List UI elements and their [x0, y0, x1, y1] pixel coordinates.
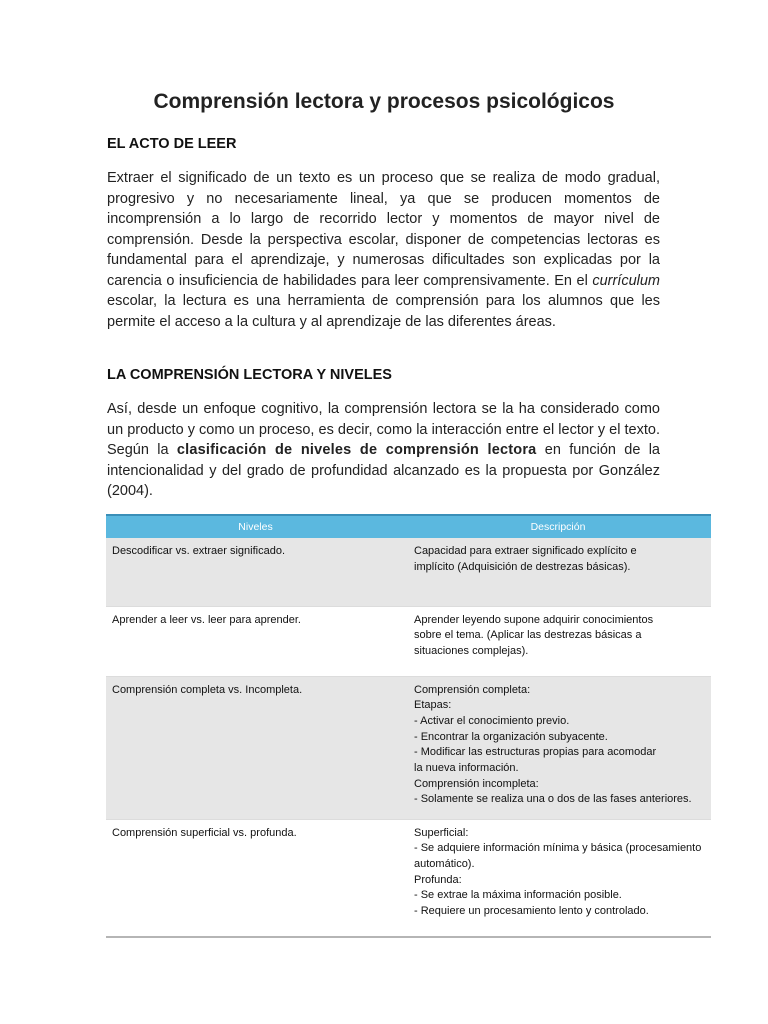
- descripcion-line: Profunda:: [414, 873, 462, 886]
- descripcion-line: sobre el tema. (Aplicar las destrezas básicas a: [414, 629, 642, 642]
- descripcion-cell: [405, 538, 711, 606]
- table-row: [106, 676, 711, 819]
- descripcion-line: automático).: [414, 857, 475, 870]
- nivel-cell: Descodificar vs. extraer significado.: [106, 538, 405, 606]
- table-row: [106, 819, 711, 937]
- paragraph-comprension-lectora: [107, 399, 660, 502]
- table-header-row: [106, 515, 711, 538]
- document-title: Comprensión lectora y procesos psicológicos: [153, 90, 615, 113]
- descripcion-cell: [405, 606, 711, 676]
- bold-term: clasificación de niveles de comprensión lectora: [176, 442, 537, 458]
- paragraph-text: escolar, la lectura es una herramienta de comprensión para los alumnos que les permite el acceso a la cultura y al aprendizaje de las diferentes áreas.: [107, 293, 660, 330]
- paragraph-acto-de-leer: [107, 168, 660, 332]
- paragraph-text: Así, desde un enfoque cognitivo, la comprensión lectora se la ha considerado como un producto y como un proceso, es decir, como la interacción entre el lector y el texto. Según la: [107, 401, 660, 458]
- descripcion-cell: [405, 819, 711, 937]
- descripcion-line: - Se extrae la máxima información posible.: [414, 889, 622, 902]
- nivel-cell: Aprender a leer vs. leer para aprender.: [106, 606, 405, 676]
- nivel-cell: Comprensión completa vs. Incompleta.: [106, 676, 405, 819]
- descripcion-line: - Activar el conocimiento previo.: [414, 714, 570, 727]
- paragraph-text: Extraer el significado de un texto es un proceso que se realiza de modo gradual, progresivo y no necesariamente lineal, ya que se producen momentos de incomprensión a lo largo de recorrido lector y momentos de mayor nivel de comprensión. Desde la perspectiva escolar, disponer de competencias lectoras es fundamental para el aprendizaje, y numerosas dificultades son explicadas por la carencia o insuficiencia de habilidades para leer comprensivamente. En el: [107, 170, 660, 289]
- descripcion-line: - Requiere un procesamiento lento y controlado.: [414, 905, 649, 918]
- descripcion-line: implícito (Adquisición de destrezas básicas).: [414, 560, 631, 573]
- descripcion-line: Capacidad para extraer significado explícito e: [414, 545, 637, 557]
- descripcion-line: - Se adquiere información mínima y básica (procesamiento: [414, 842, 702, 855]
- descripcion-line: Comprensión completa:: [414, 683, 531, 696]
- descripcion-line: - Solamente se realiza una o dos de las fases anteriores.: [414, 793, 692, 806]
- header-descripcion: Descripción: [405, 515, 711, 538]
- descripcion-line: Superficial:: [414, 826, 469, 839]
- descripcion-line: situaciones complejas).: [414, 644, 529, 657]
- section-heading-comprension-lectora: LA COMPRENSIÓN LECTORA Y NIVELES: [107, 367, 392, 383]
- paragraph-text: en función de la intencionalidad y del grado de profundidad alcanzado es la propuesta por González (2004).: [107, 442, 660, 499]
- descripcion-line: Aprender leyendo supone adquirir conocimientos: [414, 613, 654, 626]
- descripcion-cell: [405, 676, 711, 819]
- nivel-cell: Comprensión superficial vs. profunda.: [106, 819, 405, 937]
- table-row: [106, 606, 711, 676]
- section-heading-acto-de-leer: EL ACTO DE LEER: [107, 136, 237, 152]
- descripcion-line: la nueva información.: [414, 762, 519, 775]
- italic-term: currículum: [592, 272, 660, 289]
- header-niveles: Niveles: [106, 515, 405, 538]
- descripcion-line: - Modificar las estructuras propias para acomodar: [414, 746, 657, 759]
- descripcion-line: Comprensión incompleta:: [414, 777, 539, 790]
- descripcion-line: Etapas:: [414, 699, 452, 712]
- descripcion-line: - Encontrar la organización subyacente.: [414, 730, 608, 743]
- table-row: [106, 538, 711, 606]
- levels-table: [106, 514, 711, 938]
